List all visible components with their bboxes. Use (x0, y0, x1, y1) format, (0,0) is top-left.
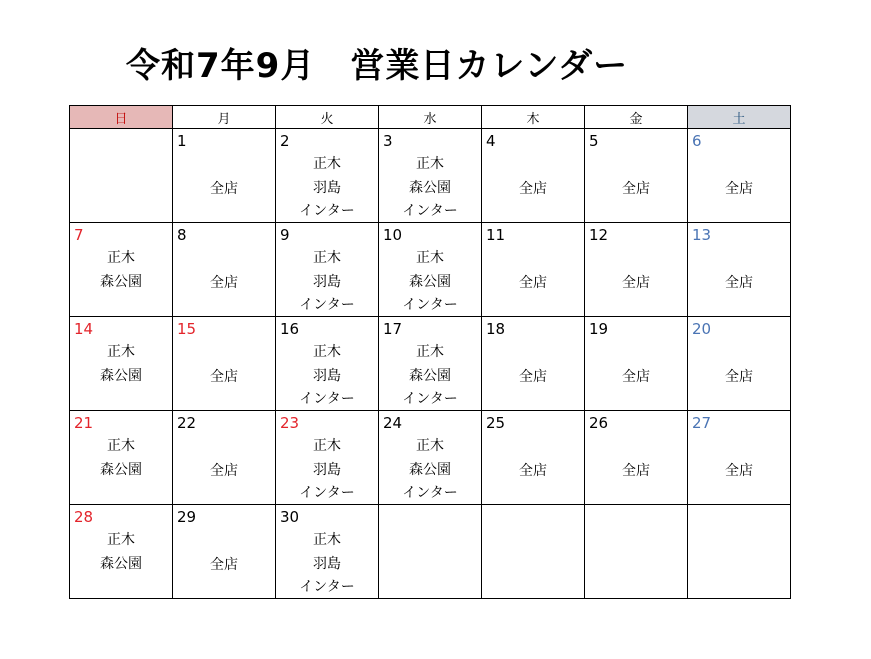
store-name: 正木 (107, 344, 135, 360)
store-name: 羽島 (313, 461, 341, 478)
store-name: 森公園 (409, 273, 451, 290)
store-list (379, 341, 481, 412)
store-list (482, 178, 584, 202)
store-list (379, 153, 481, 224)
store-name: 全店 (622, 275, 650, 291)
store-list (276, 435, 378, 506)
calendar-day-cell (688, 223, 791, 317)
day-number: 10 (383, 226, 403, 244)
weekday-header-sun: 日 (70, 106, 173, 129)
day-number: 17 (383, 320, 403, 338)
calendar-day-cell (70, 129, 173, 223)
day-number: 6 (692, 132, 702, 150)
store-name: 全店 (210, 463, 238, 479)
store-name: 全店 (519, 369, 547, 385)
day-number: 8 (177, 226, 187, 244)
store-name: インター (299, 485, 355, 501)
calendar-day-cell (379, 505, 482, 599)
calendar-day-cell (379, 317, 482, 411)
store-list (173, 272, 275, 296)
store-name: 正木 (107, 438, 135, 454)
day-number: 25 (486, 414, 506, 432)
day-number: 27 (692, 414, 712, 432)
store-name: 正木 (313, 156, 341, 172)
day-number: 15 (177, 320, 197, 338)
store-list (70, 247, 172, 294)
calendar-day-cell (585, 129, 688, 223)
store-name: インター (402, 203, 458, 219)
store-name: 全店 (725, 275, 753, 291)
day-number: 5 (589, 132, 599, 150)
weekday-header-fri: 金 (585, 106, 688, 129)
store-name: 森公園 (100, 461, 142, 478)
day-number: 30 (280, 508, 300, 526)
store-name: 正木 (416, 344, 444, 360)
store-name: 全店 (725, 463, 753, 479)
calendar-day-cell (379, 411, 482, 505)
day-number: 18 (486, 320, 506, 338)
store-name: 全店 (725, 181, 753, 197)
store-name: 羽島 (313, 555, 341, 572)
store-list (70, 341, 172, 388)
store-name: 全店 (210, 181, 238, 197)
store-list (70, 529, 172, 576)
day-number: 1 (177, 132, 187, 150)
store-name: 全店 (210, 275, 238, 291)
calendar-day-cell (482, 223, 585, 317)
calendar-day-cell (688, 411, 791, 505)
calendar-day-cell (585, 317, 688, 411)
store-list (482, 366, 584, 390)
calendar-day-cell (70, 505, 173, 599)
store-name: 正木 (313, 438, 341, 454)
calendar-table (69, 105, 791, 599)
weekday-header-row (70, 106, 791, 129)
calendar-day-cell (173, 317, 276, 411)
day-number: 11 (486, 226, 506, 244)
store-name: 正木 (313, 250, 341, 266)
store-list (688, 178, 790, 202)
day-number: 4 (486, 132, 496, 150)
store-list (173, 554, 275, 578)
store-list (379, 435, 481, 506)
store-name: 羽島 (313, 179, 341, 196)
store-name: 正木 (416, 250, 444, 266)
day-number: 9 (280, 226, 290, 244)
weekday-header-sat: 土 (688, 106, 791, 129)
store-name: 全店 (622, 369, 650, 385)
day-number: 28 (74, 508, 94, 526)
calendar-day-cell (482, 505, 585, 599)
store-name: 正木 (313, 532, 341, 548)
store-list (173, 366, 275, 390)
day-number: 14 (74, 320, 94, 338)
store-list (276, 529, 378, 600)
calendar-day-cell (585, 223, 688, 317)
day-number: 23 (280, 414, 300, 432)
store-list (688, 460, 790, 484)
day-number: 3 (383, 132, 393, 150)
store-list (70, 435, 172, 482)
store-list (276, 247, 378, 318)
calendar-week-row (70, 411, 791, 505)
store-list (379, 247, 481, 318)
store-list (276, 341, 378, 412)
day-number: 26 (589, 414, 609, 432)
store-name: インター (299, 391, 355, 407)
calendar-day-cell (482, 411, 585, 505)
store-name: インター (402, 297, 458, 313)
store-name: 森公園 (409, 461, 451, 478)
calendar-day-cell (70, 317, 173, 411)
store-list (173, 460, 275, 484)
weekday-header-thu: 木 (482, 106, 585, 129)
calendar-day-cell (585, 505, 688, 599)
calendar-day-cell (276, 317, 379, 411)
weekday-header-mon: 月 (173, 106, 276, 129)
calendar-day-cell (688, 129, 791, 223)
calendar-week-row (70, 317, 791, 411)
store-name: 全店 (622, 181, 650, 197)
calendar-day-cell (276, 505, 379, 599)
calendar-week-row (70, 223, 791, 317)
store-name: 森公園 (100, 555, 142, 572)
store-list (585, 178, 687, 202)
day-number: 20 (692, 320, 712, 338)
store-list (482, 272, 584, 296)
day-number: 2 (280, 132, 290, 150)
store-list (585, 460, 687, 484)
calendar-day-cell (482, 317, 585, 411)
store-name: 森公園 (409, 179, 451, 196)
store-name: インター (402, 485, 458, 501)
store-name: インター (299, 203, 355, 219)
day-number: 7 (74, 226, 84, 244)
day-number: 12 (589, 226, 609, 244)
weekday-header-tue: 火 (276, 106, 379, 129)
store-name: 正木 (313, 344, 341, 360)
store-list (688, 366, 790, 390)
calendar-day-cell (379, 129, 482, 223)
store-name: 全店 (519, 275, 547, 291)
day-number: 13 (692, 226, 712, 244)
store-list (482, 460, 584, 484)
store-list (585, 272, 687, 296)
store-name: 正木 (416, 156, 444, 172)
day-number: 16 (280, 320, 300, 338)
store-name: 森公園 (100, 273, 142, 290)
store-name: 森公園 (100, 367, 142, 384)
store-name: 羽島 (313, 273, 341, 290)
page-title: 令和7年9月 営業日カレンダー (126, 46, 629, 86)
day-number: 21 (74, 414, 94, 432)
store-name: インター (402, 391, 458, 407)
store-name: 全店 (725, 369, 753, 385)
calendar-day-cell (173, 223, 276, 317)
calendar-day-cell (70, 411, 173, 505)
store-name: 全店 (519, 463, 547, 479)
weekday-header-wed: 水 (379, 106, 482, 129)
store-name: インター (299, 579, 355, 595)
day-number: 29 (177, 508, 197, 526)
calendar-day-cell (688, 505, 791, 599)
calendar-week-row (70, 129, 791, 223)
day-number: 24 (383, 414, 403, 432)
calendar-day-cell (276, 129, 379, 223)
store-list (688, 272, 790, 296)
day-number: 22 (177, 414, 197, 432)
store-list (585, 366, 687, 390)
store-name: 全店 (622, 463, 650, 479)
calendar-week-row (70, 505, 791, 599)
store-list (276, 153, 378, 224)
calendar-day-cell (688, 317, 791, 411)
store-name: 羽島 (313, 367, 341, 384)
calendar-day-cell (173, 411, 276, 505)
calendar-day-cell (482, 129, 585, 223)
store-name: 全店 (210, 557, 238, 573)
store-name: 正木 (107, 532, 135, 548)
store-list (173, 178, 275, 202)
store-name: 全店 (210, 369, 238, 385)
store-name: インター (299, 297, 355, 313)
store-name: 全店 (519, 181, 547, 197)
calendar-day-cell (276, 223, 379, 317)
day-number: 19 (589, 320, 609, 338)
store-name: 正木 (107, 250, 135, 266)
store-name: 正木 (416, 438, 444, 454)
calendar-day-cell (173, 505, 276, 599)
calendar-day-cell (173, 129, 276, 223)
calendar-day-cell (585, 411, 688, 505)
calendar-day-cell (276, 411, 379, 505)
calendar-day-cell (70, 223, 173, 317)
store-name: 森公園 (409, 367, 451, 384)
calendar-day-cell (379, 223, 482, 317)
